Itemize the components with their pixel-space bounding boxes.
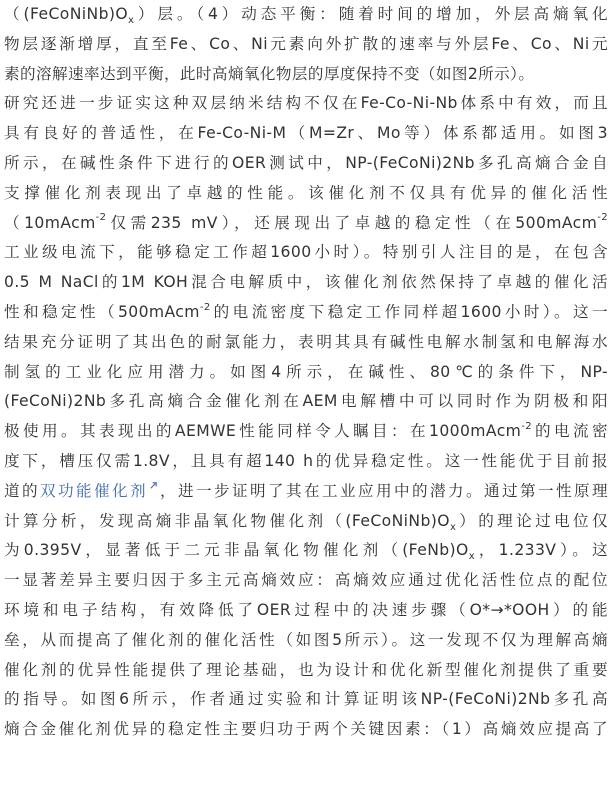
text-line: 垒，从而提高了催化剂的催化活性（如图5所示）。这一发现不仅为理解高熵 — [4, 630, 608, 649]
text-line: 极使用。其表现出的AEMWE性能同样令人瞩目：在1000mAcm$^{-2}$的电流密 — [4, 420, 608, 441]
text-line: 为0.395V，显著低于二元非晶氧化物催化剂（$(FeNb)O_x$，1.233V）。这 — [4, 541, 608, 563]
text-line: 计算分析，发现高熵非晶氧化物催化剂$((FeCoNiNb)O_x)$的理论过电位仅 — [4, 511, 608, 533]
text-line: 环境和电子结构，有效降低了OER过程中的决速步骤（O*→*OOH）的能 — [4, 600, 608, 619]
text-line: （10mAcm$^{-2}$仅需235 mV），还展现出了卓越的稳定性（在500mAcm$^{-2}$ — [4, 212, 608, 232]
external-link-icon — [149, 481, 158, 490]
text-line: $((FeCoNiNb)O_x)$层。（4）动态平衡：随着时间的增加，外层高熵氧化 — [4, 5, 608, 27]
text-line: 素的溶解速率达到平衡，此时高熵氧化物层的厚度保持不变（如图2所示）。 — [4, 64, 535, 83]
article-body — [4, 0, 608, 745]
text-line: 道的双功能催化剂 ，进一步证明了其在工业应用中的潜力。通过第一性原理 — [4, 481, 608, 500]
text-line: 物层逐渐增厚，直至Fe、Co、Ni元素向外扩散的速率与外层Fe、Co、Ni元 — [4, 34, 608, 53]
text-line: 制氢的工业化应用潜力。如图4所示，在碱性、80℃的条件下，NP- — [4, 362, 608, 381]
text-line: 具有良好的普适性，在Fe-Co-Ni-M（M=Zr、Mo等）体系都适用。如图3 — [4, 124, 608, 143]
text-line: 支撑催化剂表现出了卓越的性能。该催化剂不仅具有优异的催化活性 — [4, 183, 608, 202]
text-line: 结果充分证明了其出色的耐氯能力，表明其具有碱性电解水制氢和电解海水 — [4, 332, 608, 351]
text-line: 催化剂的优异性能提供了理论基础，也为设计和优化新型催化剂提供了重要 — [4, 660, 608, 679]
text-line: 度下，槽压仅需1.8V，且具有超140 h的优异稳定性。这一性能优于目前报 — [4, 451, 608, 470]
text-line: 0.5 M NaCl的1M KOH混合电解质中，该催化剂依然保持了卓越的催化活 — [4, 273, 608, 292]
text-line: 一显著差异主要归因于多主元高熵效应：高熵效应通过优化活性位点的配位 — [4, 571, 608, 590]
text-line: 工业级电流下，能够稳定工作超1600小时）。特别引人注目的是，在包含 — [4, 243, 608, 262]
text-line: 的指导。如图6所示，作者通过实验和计算证明该NP-(FeCoNi)2Nb多孔高 — [4, 690, 608, 709]
text-line: (FeCoNi)2Nb多孔高熵合金催化剂在AEM电解槽中可以同时作为阴极和阳 — [4, 392, 608, 411]
text-line: 研究还进一步证实这种双层纳米结构不仅在Fe-Co-Ni-Nb体系中有效，而且 — [4, 94, 608, 113]
text-line: 性和稳定性（500mAcm$^{-2}$的电流密度下稳定工作同样超1600小时）。这一 — [4, 301, 608, 321]
bifunctional-catalyst-link[interactable]: 双功能催化剂 — [40, 481, 148, 500]
text-line: 熵合金催化剂优异的稳定性主要归功于两个关键因素：（1）高熵效应提高了 — [4, 720, 608, 739]
text-line: 所示，在碱性条件下进行的OER测试中，NP-(FeCoNi)2Nb多孔高熵合金自 — [4, 153, 608, 172]
